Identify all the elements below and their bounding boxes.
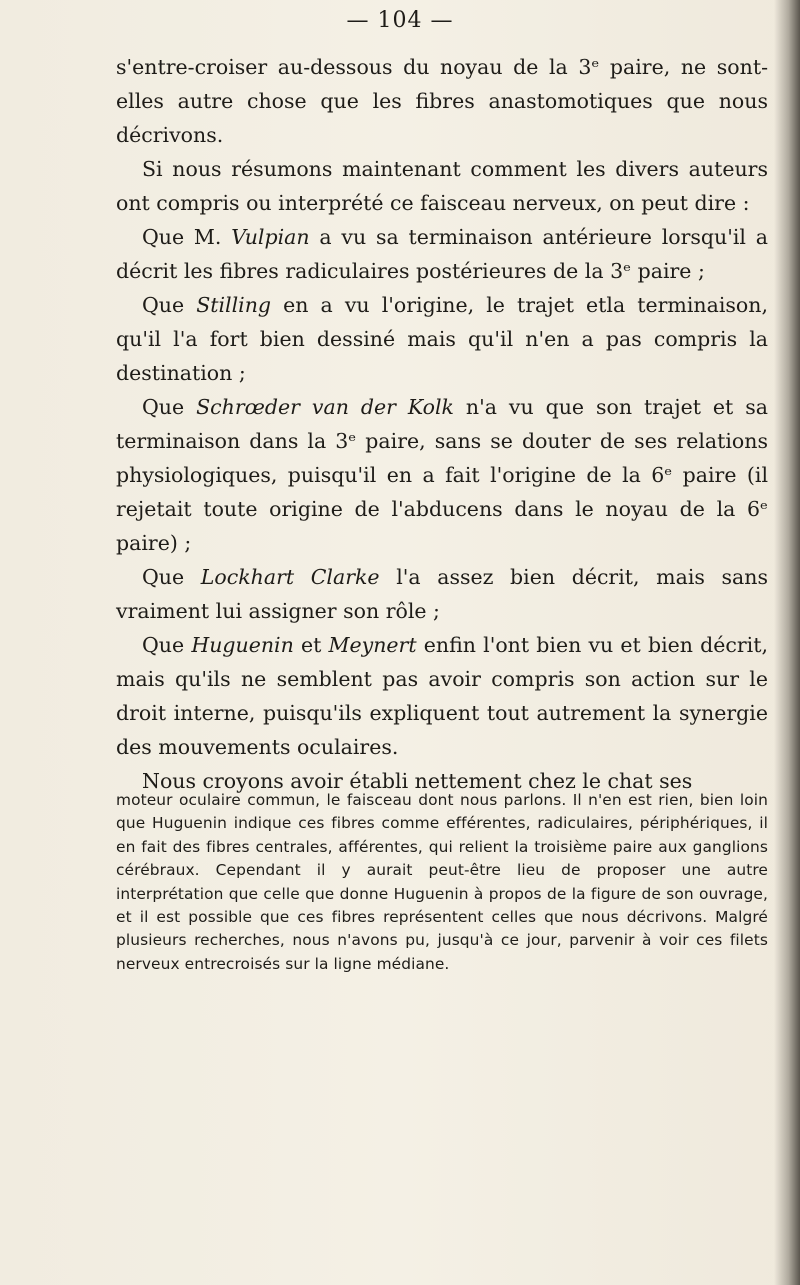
paragraph-4-lead: Que: [142, 293, 197, 317]
paragraph-7-mid: et: [293, 633, 329, 657]
paragraph-4: [116, 288, 768, 390]
paragraph-7: [116, 628, 768, 764]
author-stilling: Stilling: [196, 293, 272, 317]
main-text: [116, 50, 768, 798]
author-clarke: Lockhart Clarke: [200, 565, 380, 589]
paragraph-3: [116, 220, 768, 288]
paragraph-6-text: l'a assez bien décrit, mais sans vraiment lui assigner son rôle ;: [116, 565, 769, 623]
paragraph-7-text: enfin l'ont bien vu et bien décrit, mais qu'ils ne semblent pas avoir compris son action sur le droit interne, puisqu'ils expliquent tout autrement la synergie des mouvements oculaires.: [116, 633, 768, 759]
paragraph-3-lead: Que M.: [142, 225, 232, 249]
paragraph-5: [116, 390, 768, 560]
paragraph-2: Si nous résumons maintenant comment les divers auteurs ont compris ou interprété ce faisceau nerveux, on peut dire :: [116, 157, 768, 215]
paragraph-3-text: a vu sa terminaison antérieure lorsqu'il a décrit les fibres radiculaires postérieures de la 3ᵉ paire ;: [116, 225, 768, 283]
paragraph-7-lead: Que: [142, 633, 192, 657]
author-schroeder: Schrœder van der Kolk: [196, 395, 454, 419]
page-binding-edge: [774, 0, 800, 1285]
footnote: [116, 789, 768, 976]
author-meynert: Meynert: [328, 633, 417, 657]
paragraph-5-lead: Que: [142, 395, 197, 419]
paragraph-5-text: n'a vu que son trajet et sa terminaison dans la 3ᵉ paire, sans se douter de ses relations physiologiques, puisqu'il en a fait l'origine de la 6ᵉ paire (il rejetait toute origine de l'abducens dans le noyau de la 6ᵉ paire) ;: [116, 395, 768, 555]
paragraph-1: s'entre-croiser au-dessous du noyau de la 3ᵉ paire, ne sont-elles autre chose que les fibres anastomotiques que nous décrivons.: [116, 55, 768, 147]
paragraph-4-text: en a vu l'origine, le trajet etla terminaison, qu'il l'a fort bien dessiné mais qu'il n'en a pas compris la destination ;: [116, 293, 768, 385]
paragraph-6: [116, 560, 768, 628]
author-huguenin: Huguenin: [191, 633, 294, 657]
paragraph-6-lead: Que: [142, 565, 201, 589]
page-number: — 104 —: [346, 8, 454, 33]
author-vulpian: Vulpian: [231, 225, 310, 249]
paragraph-8: Nous croyons avoir établi nettement chez le chat ses: [142, 769, 693, 793]
footnote-text: moteur oculaire commun, le faisceau dont nous parlons. Il n'en est rien, bien loin que Huguenin indique ces fibres comme efférentes, radiculaires, périphériques, il en fait des fibres centrales, afférentes, qui relient la troisième paire aux ganglions cérébraux. Cependant il y aurait peut-être lieu de proposer une autre interprétation que celle que donne Huguenin à propos de la figure de son ouvrage, et il est possible que ces fibres représentent celles que nous décrivons. Malgré plusieurs recherches, nous n'avons pu, jusqu'à ce jour, parvenir à voir ces filets nerveux entrecroisés sur la ligne médiane.: [116, 791, 768, 973]
